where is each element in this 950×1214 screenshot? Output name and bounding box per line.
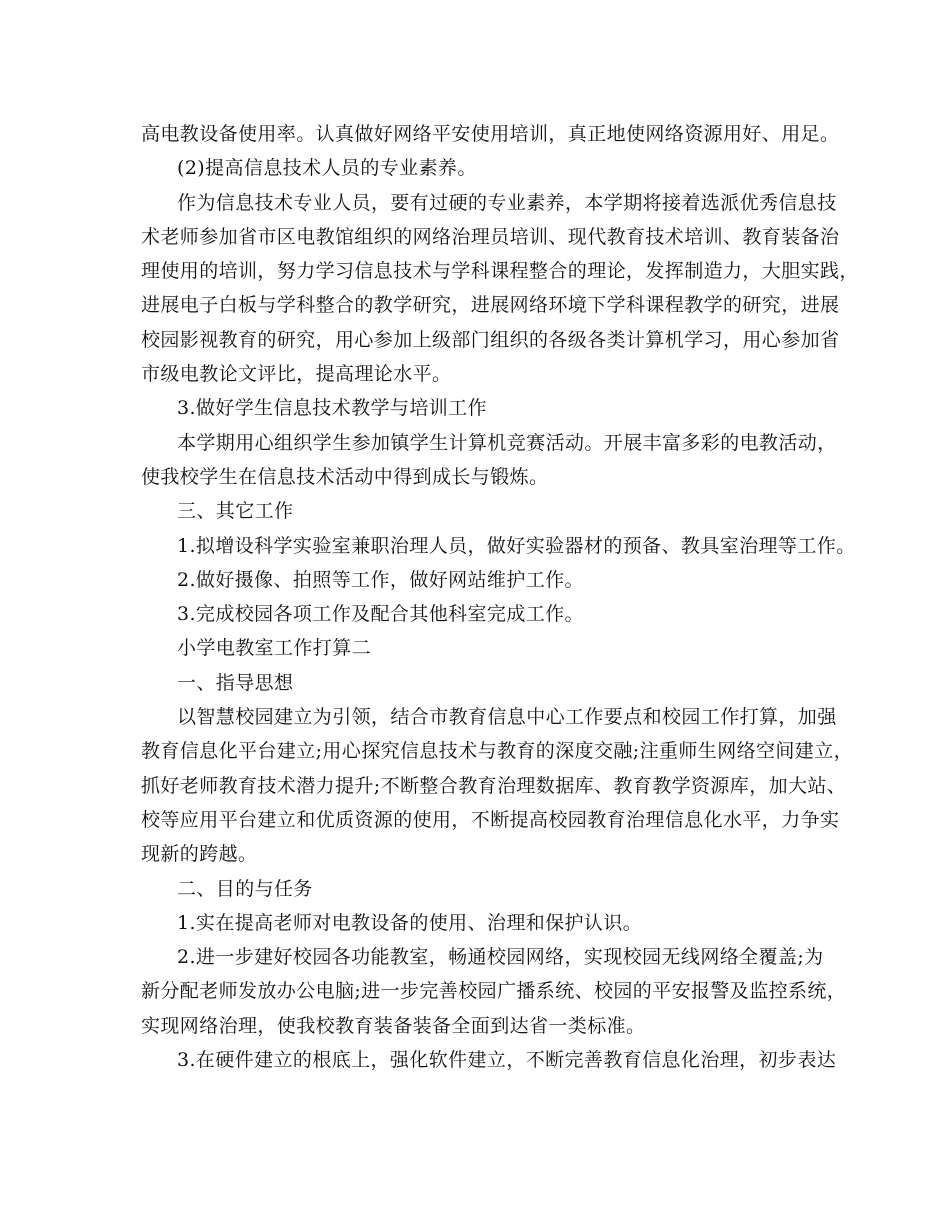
text-line: 本学期用心组织学生参加镇学生计算机竞赛活动。开展丰富多彩的电教活动， xyxy=(177,431,837,454)
text-line: 以智慧校园建立为引领，结合市教育信息中心工作要点和校园工作打算，加强 xyxy=(177,706,837,729)
text-line: 现新的跨越。 xyxy=(141,843,258,866)
text-line: 3.做好学生信息技术教学与培训工作 xyxy=(177,397,487,420)
text-line: 新分配老师发放办公电脑;进一步完善校园广播系统、校园的平安报警及监控系统， xyxy=(141,980,847,1003)
text-line: 1.拟增设科学实验室兼职治理人员，做好实验器材的预备、教具室治理等工作。 xyxy=(177,534,856,557)
text-line: 三、其它工作 xyxy=(177,500,294,523)
text-line: 进展电子白板与学科整合的教学研究，进展网络环境下学科课程教学的研究，进展 xyxy=(141,294,840,317)
text-line: 作为信息技术专业人员，要有过硬的专业素养，本学期将接着选派优秀信息技 xyxy=(177,191,837,214)
text-line: 术老师参加省市区电教馆组织的网络治理员培训、现代教育技术培训、教育装备治 xyxy=(141,225,840,248)
document-body xyxy=(141,117,859,1077)
text-line: 一、指导思想 xyxy=(177,671,294,694)
text-line: 校园影视教育的研究，用心参加上级部门组织的各级各类计算机学习，用心参加省 xyxy=(141,328,840,351)
text-line: 实现网络治理，使我校教育装备装备全面到达省一类标准。 xyxy=(141,1014,646,1037)
text-line: 校等应用平台建立和优质资源的使用，不断提高校园教育治理信息化水平，力争实 xyxy=(141,808,840,831)
text-line: 2.进一步建好校园各功能教室，畅通校园网络，实现校园无线网络全覆盖;为 xyxy=(177,946,824,969)
text-line: 高电教设备使用率。认真做好网络平安使用培训，真正地使网络资源用好、用足。 xyxy=(141,123,840,145)
text-line: (2)提高信息技术人员的专业素养。 xyxy=(177,157,477,180)
text-line: 3.在硬件建立的根底上，强化软件建立，不断完善教育信息化治理，初步表达 xyxy=(177,1049,837,1072)
text-line: 2.做好摄像、拍照等工作，做好网站维护工作。 xyxy=(177,568,584,591)
text-line: 使我校学生在信息技术活动中得到成长与锻炼。 xyxy=(141,465,549,488)
text-line: 1.实在提高老师对电教设备的使用、治理和保护认识。 xyxy=(177,911,643,934)
text-line: 市级电教论文评比，提高理论水平。 xyxy=(141,363,452,386)
text-line: 理使用的培训，努力学习信息技术与学科课程整合的理论，发挥制造力，大胆实践， xyxy=(141,260,859,283)
text-line: 二、目的与任务 xyxy=(177,877,313,900)
text-line: 3.完成校园各项工作及配合其他科室完成工作。 xyxy=(177,603,584,626)
text-line: 教育信息化平台建立;用心探究信息技术与教育的深度交融;注重师生网络空间建立， xyxy=(141,740,854,763)
text-line: 抓好老师教育技术潜力提升;不断整合教育治理数据库、教育教学资源库，加大站、 xyxy=(141,774,847,797)
text-line: 小学电教室工作打算二 xyxy=(177,637,372,660)
